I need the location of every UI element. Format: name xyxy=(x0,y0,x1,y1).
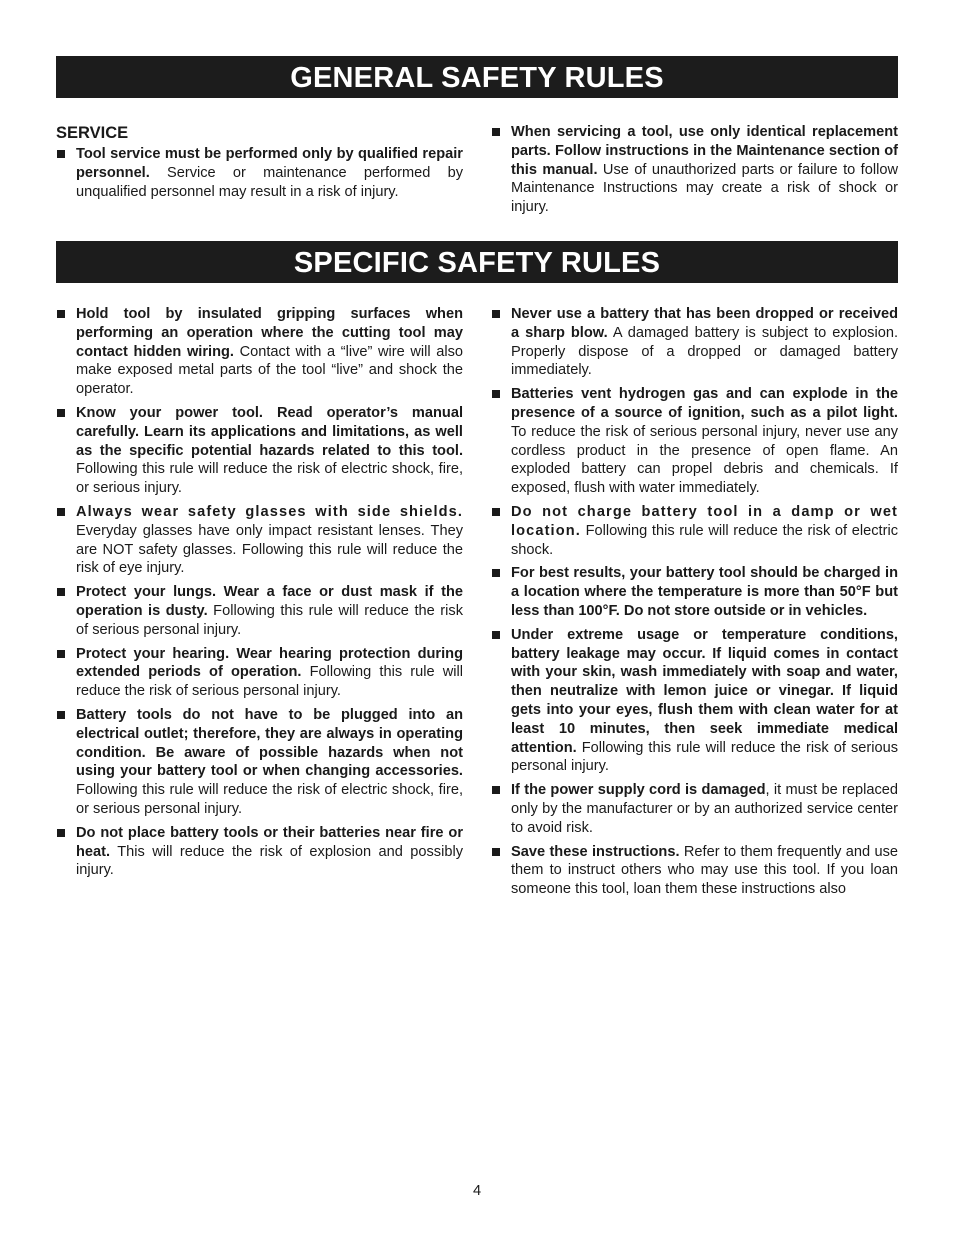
rule-text: To reduce the risk of serious personal injury, never use any cordless product in the presence of open flame. An exploded battery can propel debris and chemicals. If exposed, flush with water immediately. xyxy=(511,423,898,497)
rule-item xyxy=(491,843,898,899)
rule-bold-text: Never use a battery that has been dropped or received a sharp blow. xyxy=(511,306,898,341)
rule-bold-text: Always wear safety glasses with side shields. xyxy=(76,503,463,520)
service-column-left xyxy=(56,123,463,206)
rule-text: Use of unauthorized parts or failure to follow Maintenance Instructions may create a risk of shock or injury. xyxy=(511,161,898,216)
square-bullet-icon xyxy=(57,150,65,158)
rule-bold-text: Tool service must be performed only by qualified repair personnel. xyxy=(76,146,463,181)
rule-text: Everyday glasses have only impact resistant lenses. They are NOT safety glasses. Following this rule will reduce the risk of eye injury. xyxy=(76,522,463,577)
rule-text: Refer to them frequently and use them to instruct others who may use this tool. If you loan someone this tool, loan them these instructions also xyxy=(511,843,898,898)
rule-text: Contact with a “live” wire will also make exposed metal parts of the tool “live” and shock the operator. xyxy=(76,343,463,398)
rule-text: Following this rule will reduce the risk of serious personal injury. xyxy=(76,664,463,700)
rule-item xyxy=(56,404,463,498)
square-bullet-icon xyxy=(57,588,65,596)
square-bullet-icon xyxy=(57,508,65,516)
rule-item xyxy=(56,145,463,201)
page-number: 4 xyxy=(472,1183,482,1199)
rule-text: Following this rule will reduce the risk of electric shock, fire, or serious injury. xyxy=(76,461,463,497)
rule-item xyxy=(491,781,898,837)
rule-bold-text: If the power supply cord is damaged xyxy=(511,782,766,799)
square-bullet-icon xyxy=(492,631,500,639)
rule-text: Following this rule will reduce the risk of serious personal injury. xyxy=(76,602,463,638)
square-bullet-icon xyxy=(492,569,500,577)
rule-bold-text: Know your power tool. Read operator’s manual carefully. Learn its applications and limitations, as well as the specific potential hazards related to this tool. xyxy=(76,404,463,459)
rule-bold-text: When servicing a tool, use only identical replacement parts. Follow instructions in the Maintenance section of this manual. xyxy=(511,124,898,178)
rule-item xyxy=(56,503,463,578)
specific-rules-list-right xyxy=(491,305,898,899)
square-bullet-icon xyxy=(57,650,65,658)
specific-rules-list-left xyxy=(56,305,463,880)
general-safety-rules-heading: GENERAL SAFETY RULES xyxy=(56,56,898,98)
rule-item xyxy=(56,305,463,399)
rule-item xyxy=(491,564,898,620)
rule-item xyxy=(491,123,898,217)
square-bullet-icon xyxy=(492,390,500,398)
service-rules-list-right xyxy=(491,123,898,217)
service-column-right xyxy=(491,123,898,222)
specific-rules-column-left xyxy=(56,305,463,885)
specific-safety-rules-heading: SPECIFIC SAFETY RULES xyxy=(56,241,898,283)
service-rules-list-left xyxy=(56,145,463,201)
square-bullet-icon xyxy=(492,310,500,318)
specific-rules-column-right xyxy=(491,305,898,904)
rule-bold-text: Under extreme usage or temperature conditions, battery leakage may occur. If liquid comes in contact with your skin, wash immediately with soap and water, then neutralize with lemon juice or vinegar. If liquid gets into your eyes, flush them with clean water for at least 10 minutes, then seek immediate medical attention. xyxy=(511,626,898,756)
rule-text: A damaged battery is subject to explosion. Properly dispose of a dropped or damaged battery immediately. xyxy=(511,324,899,379)
rule-item xyxy=(56,824,463,880)
rule-item xyxy=(56,706,463,819)
rule-bold-text: Protect your hearing. Wear hearing protection during extended periods of operation. xyxy=(76,645,463,681)
square-bullet-icon xyxy=(492,786,500,794)
rule-bold-text: Hold tool by insulated gripping surfaces when performing an operation where the cutting tool may contact hidden wiring. xyxy=(76,306,463,360)
square-bullet-icon xyxy=(492,508,500,516)
rule-text: , it must be replaced only by the manufacturer or by an authorized service center to avoid risk. xyxy=(511,782,898,836)
rule-item xyxy=(56,583,463,639)
square-bullet-icon xyxy=(57,409,65,417)
square-bullet-icon xyxy=(492,848,500,856)
rule-item xyxy=(491,503,898,559)
rule-text: This will reduce the risk of explosion and possibly injury. xyxy=(76,843,463,879)
rule-item xyxy=(491,305,898,380)
rule-bold-text: Do not place battery tools or their batteries near fire or heat. xyxy=(76,824,463,860)
rule-text: Following this rule will reduce the risk of electric shock, fire, or serious personal injury. xyxy=(76,782,463,817)
square-bullet-icon xyxy=(57,829,65,837)
square-bullet-icon xyxy=(57,711,65,719)
rule-text: Following this rule will reduce the risk of serious personal injury. xyxy=(511,739,898,775)
rule-text: Following this rule will reduce the risk of electric shock. xyxy=(511,522,898,558)
service-heading: SERVICE xyxy=(56,124,129,142)
rule-bold-text: Battery tools do not have to be plugged into an electrical outlet; therefore, they are always in operating condition. Be aware of possible hazards when not using your battery tool or when changing accessories. xyxy=(76,706,463,780)
rule-bold-text: Do not charge battery tool in a damp or wet location. xyxy=(511,503,898,539)
square-bullet-icon xyxy=(57,310,65,318)
rule-bold-text: Save these instructions. xyxy=(511,843,680,860)
rule-item xyxy=(491,626,898,776)
rule-bold-text: Batteries vent hydrogen gas and can explode in the presence of a source of ignition, such as a pilot light. xyxy=(511,386,898,421)
rule-item xyxy=(56,645,463,701)
rule-item xyxy=(491,385,898,498)
rule-bold-text: Protect your lungs. Wear a face or dust mask if the operation is dusty. xyxy=(76,584,463,619)
square-bullet-icon xyxy=(492,128,500,136)
rule-bold-text: For best results, your battery tool should be charged in a location where the temperature is more than 50°F but less than 100°F. Do not store outside or in vehicles. xyxy=(511,565,898,619)
rule-text: Service or maintenance performed by unqualified personnel may result in a risk of injury. xyxy=(76,164,463,200)
